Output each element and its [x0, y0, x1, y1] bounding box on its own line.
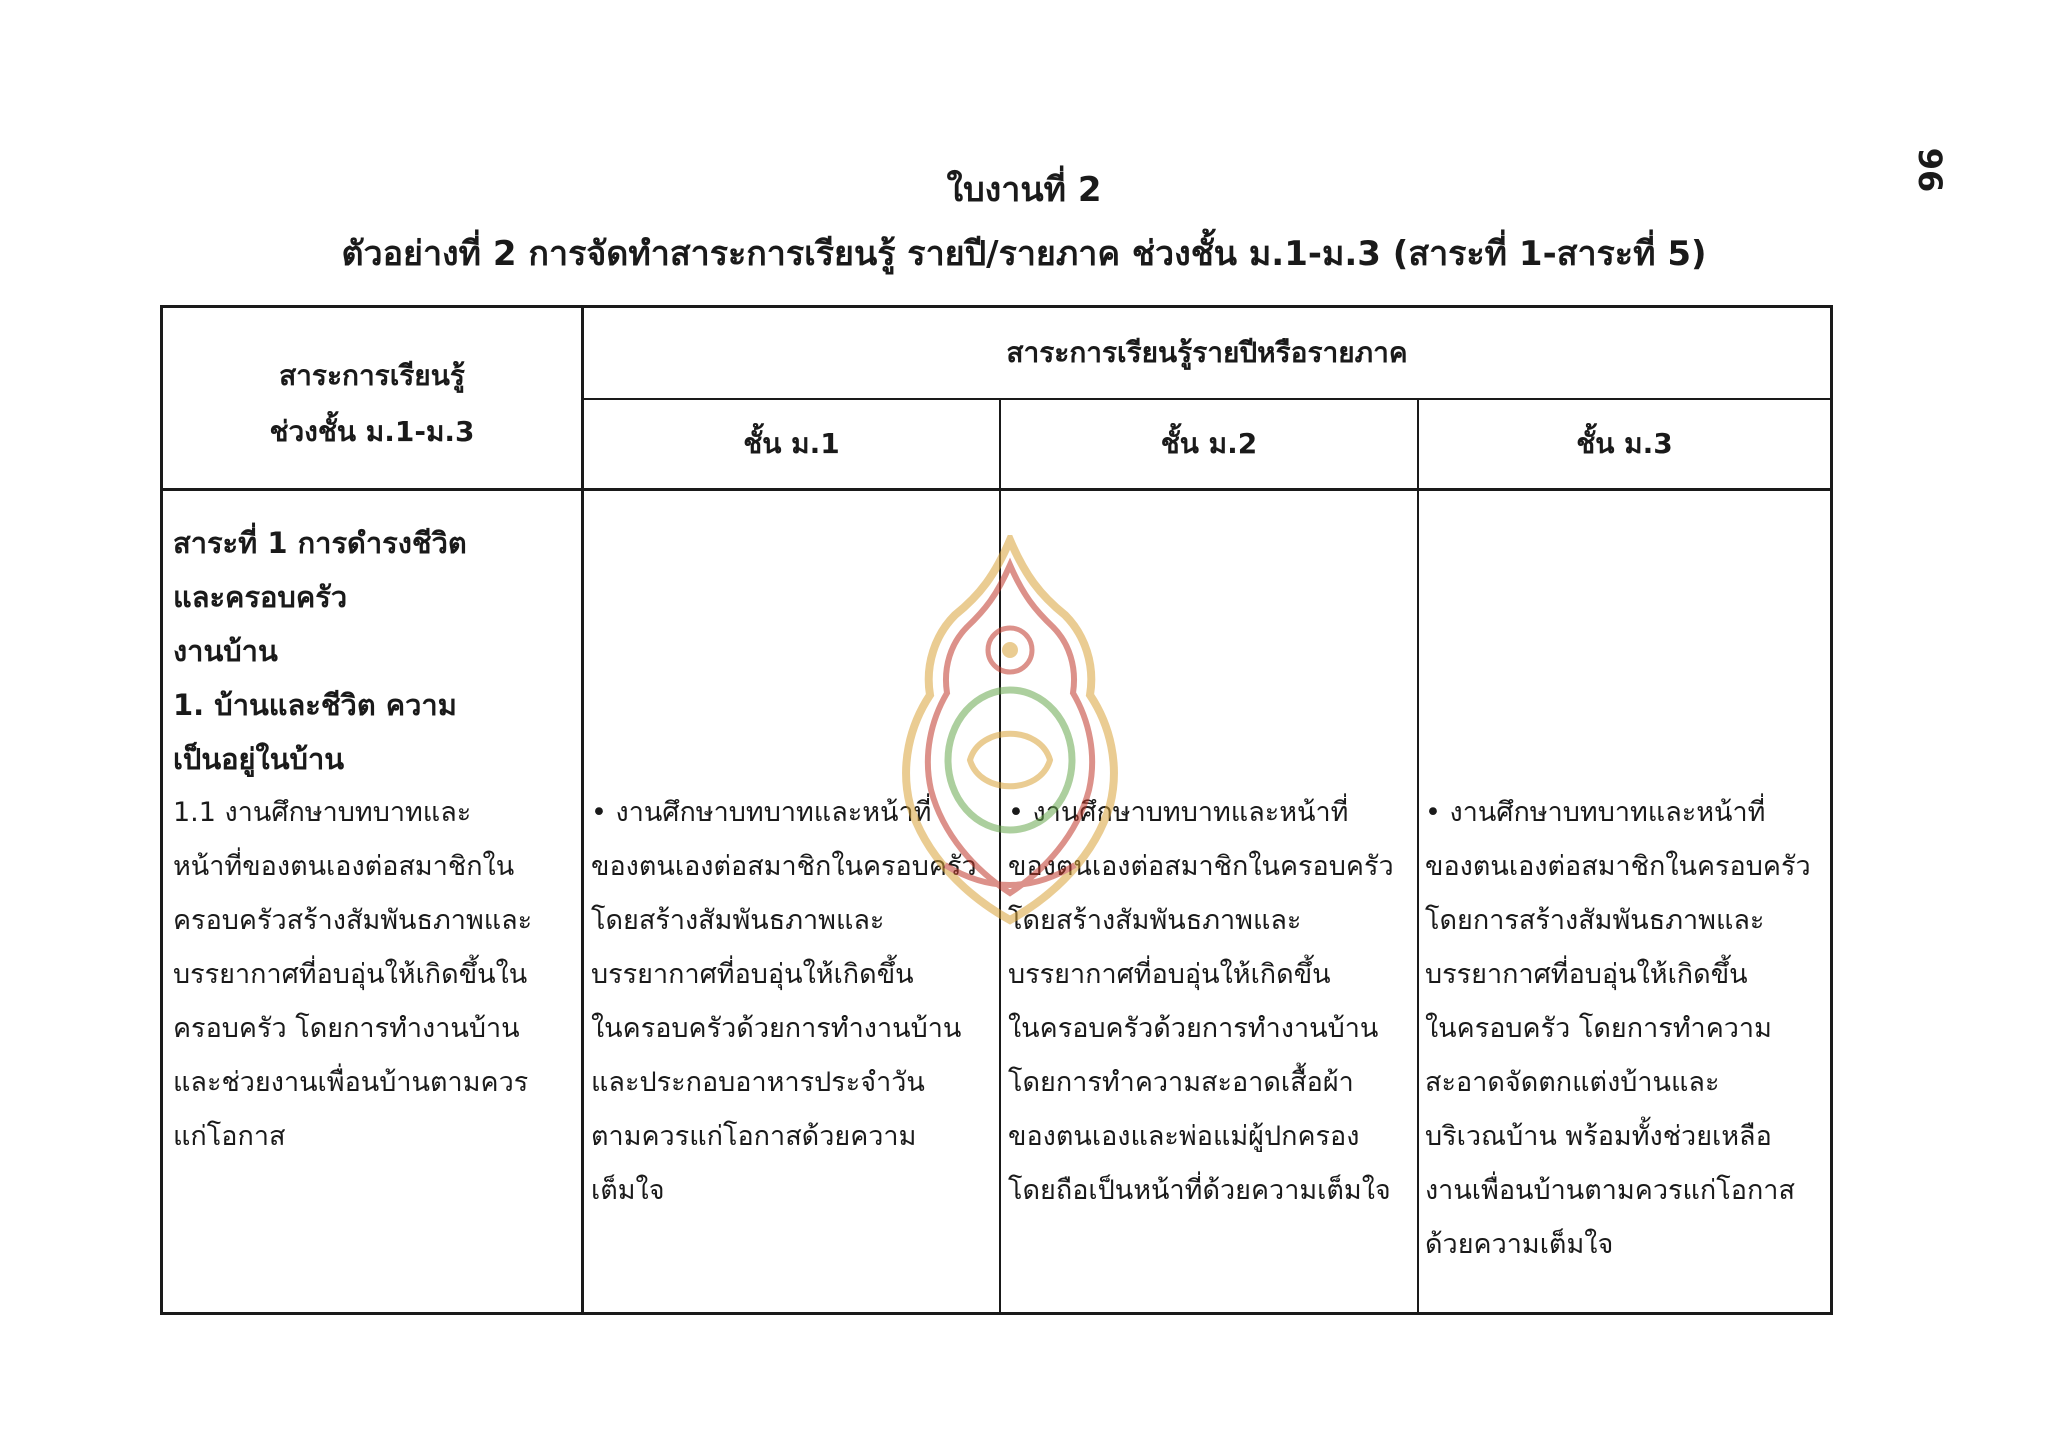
- grade-content-m3: • งานศึกษาบทบาทและหน้าที่ ของตนเองต่อสมาชิกในครอบครัว โดยการสร้างสัมพันธภาพและ บรรยากาศที่อบอุ่นให้เกิดขึ้น ในครอบครัว โดยการทำความ สะอาดจัดตกแต่งบ้านและ บริเวณบ้าน พร้อมทั้งช่วยเหลือ งานเพื่อนบ้านตามควรแก่โอกาส ด้วยความเต็มใจ: [1425, 797, 1811, 1260]
- grade-header-m3: ชั้น ม.3: [1576, 427, 1673, 460]
- strand-content: 1.1 งานศึกษาบทบาทและ หน้าที่ของตนเองต่อสมาชิกใน ครอบครัวสร้างสัมพันธภาพและ บรรยากาศที่อบอุ่นให้เกิดขึ้นใน ครอบครัว โดยการทำงานบ้าน และช่วยงานเพื่อนบ้านตามควร แก่โอกาส: [173, 797, 533, 1152]
- grade-header-m2: ชั้น ม.2: [1160, 427, 1258, 460]
- table-divider: [1417, 398, 1419, 1312]
- emblem-watermark: [885, 535, 1135, 925]
- column-header-strand-line2: ช่วงชั้น ม.1-ม.3: [269, 415, 475, 448]
- strand-heading: สาระที่ 1 การดำรงชีวิต และครอบครัว งานบ้าน 1. บ้านและชีวิต ความ เป็นอยู่ในบ้าน: [173, 526, 467, 776]
- table-divider: [163, 488, 1830, 491]
- worksheet-title: ใบงานที่ 2: [946, 170, 1102, 210]
- strand-cell: [173, 516, 577, 1164]
- column-header-strand-line1: สาระการเรียนรู้: [279, 359, 465, 392]
- worksheet-subtitle: ตัวอย่างที่ 2 การจัดทำสาระการเรียนรู้ รายปี/รายภาค ช่วงชั้น ม.1-ม.3 (สาระที่ 1-สาระที่ 5): [341, 234, 1707, 274]
- grade-content-m1: • งานศึกษาบทบาทและหน้าที่ ของตนเองต่อสมาชิกในครอบครัว โดยสร้างสัมพันธภาพและ บรรยากาศที่อบอุ่นให้เกิดขึ้น ในครอบครัวด้วยการทำงานบ้าน และประกอบอาหารประจำวัน ตามควรแก่โอกาสด้วยความ เต็มใจ: [591, 797, 977, 1206]
- grade-content-m2: • งานศึกษาบทบาทและหน้าที่ ของตนเองต่อสมาชิกในครอบครัว โดยสร้างสัมพันธภาพและ บรรยากาศที่อบอุ่นให้เกิดขึ้น ในครอบครัวด้วยการทำงานบ้าน โดยการทำความสะอาดเสื้อผ้า ของตนเองและพ่อแม่ผู้ปกครอง โดยถือเป็นหน้าที่ด้วยความเต็มใจ: [1008, 797, 1394, 1206]
- column-header-strand: [163, 348, 581, 460]
- page-number: 96: [1911, 147, 1949, 193]
- group-header: สาระการเรียนรู้รายปีหรือรายภาค: [1006, 336, 1408, 369]
- grade-header-m1: ชั้น ม.1: [743, 427, 840, 460]
